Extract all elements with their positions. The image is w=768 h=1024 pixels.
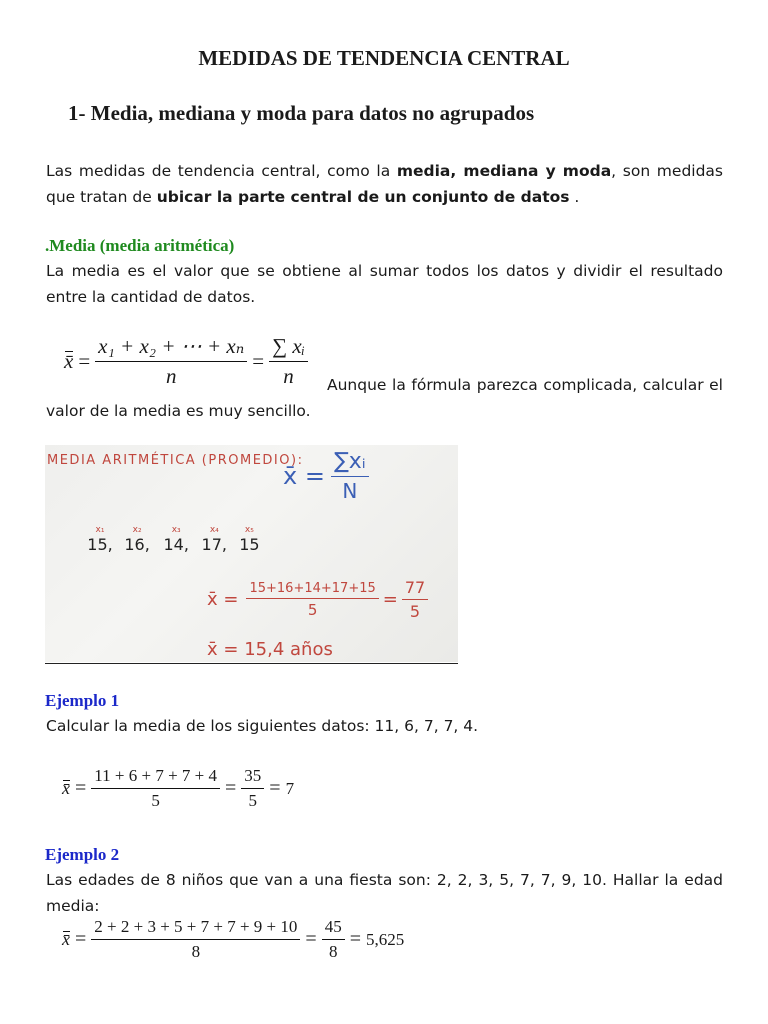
board-calc-denominator: 5: [307, 600, 318, 619]
board-label: x₁: [95, 525, 105, 535]
board-value: 15,: [87, 535, 113, 554]
example1-heading: Ejemplo 1: [45, 691, 120, 710]
board-heading: MEDIA ARITMÉTICA (PROMEDIO):: [47, 453, 304, 468]
example2-fraction-2: [322, 917, 345, 962]
x-bar-symbol: x̄: [64, 349, 74, 373]
formula-note: Aunque la fórmula parezca complicada, calcular el valor de la media es muy sencillo.: [46, 376, 723, 420]
fraction-denominator: 5: [151, 791, 160, 810]
example1-fraction-2: [241, 766, 264, 811]
fraction-denominator: n: [165, 364, 177, 388]
example1-formula: x̄ = $\frac{11 + 6 + 7 + 7 + 4}{5}$ = $\frac{35}{5}$ = 7: [62, 766, 295, 810]
intro-text-1: Las medidas de tendencia central, como la: [46, 162, 397, 180]
x-bar-symbol: x̄: [62, 929, 70, 949]
board-calc-numerator: 15+16+14+17+15: [246, 581, 378, 599]
image-divider: [45, 663, 458, 664]
intro-text-3: .: [569, 188, 580, 206]
intro-bold-1: media, mediana y moda: [396, 162, 612, 180]
document-title: MEDIDAS DE TENDENCIA CENTRAL: [198, 46, 570, 70]
intro-paragraph: [46, 158, 723, 210]
fraction-numerator: 35: [241, 766, 264, 789]
board-data-values: [85, 525, 305, 554]
fraction-numerator: 2 + 2 + 3 + 5 + 7 + 7 + 9 + 10: [91, 917, 300, 940]
board-calculation: [207, 578, 428, 621]
media-heading: .Media (media aritmética): [45, 236, 235, 255]
board-result-value: 15,4 años: [244, 639, 333, 660]
fraction-numerator: x₁ + x₂ + ⋯ + xₙ: [95, 334, 247, 362]
x-bar-symbol: x̄: [62, 778, 70, 798]
board-formula-fraction: [331, 449, 369, 503]
fraction-numerator: 45: [322, 917, 345, 940]
fraction-numerator: 11 + 6 + 7 + 7 + 4: [91, 766, 220, 789]
board-result-fraction: [402, 578, 428, 621]
example1-prompt: Calcular la media de los siguientes datos: 11, 6, 7, 7, 4.: [46, 717, 479, 735]
board-result-denominator: 5: [409, 602, 421, 621]
board-value: 17,: [201, 535, 227, 554]
board-label: x₃: [171, 525, 181, 535]
fraction-numerator: ∑ xᵢ: [269, 334, 308, 362]
board-label: x₂: [132, 525, 142, 535]
fraction-denominator: 8: [191, 942, 201, 961]
board-calc-fraction: [246, 581, 378, 619]
example2-prompt: Las edades de 8 niños que van a una fiesta son: 2, 2, 3, 5, 7, 7, 9, 10. Hallar la edad media:: [46, 871, 723, 915]
fraction-denominator: 5: [248, 791, 258, 810]
fraction-denominator: 8: [328, 942, 338, 961]
intro-bold-2: ubicar la parte central de un conjunto de datos: [156, 188, 570, 206]
board-calc-lhs: x̄ =: [207, 589, 239, 610]
example2-result: 5,625: [365, 929, 405, 949]
board-result-lhs: x̄ =: [207, 639, 239, 660]
media-definition: La media es el valor que se obtiene al sumar todos los datos y dividir el resultado entre la cantidad de datos.: [46, 262, 723, 306]
whiteboard-image: [45, 445, 458, 662]
board-label: x₅: [244, 525, 254, 535]
board-label: x₄: [209, 525, 219, 535]
board-x-bar: x̄ =: [283, 462, 325, 490]
example2-heading: Ejemplo 2: [45, 845, 120, 864]
board-formula-denominator: N: [342, 479, 358, 503]
example2-fraction: [91, 917, 300, 962]
board-value: 15: [239, 535, 260, 554]
board-result: [207, 639, 333, 660]
equals-sign: =: [252, 349, 265, 373]
fraction-denominator: n: [283, 364, 294, 388]
board-value: 16,: [124, 535, 150, 554]
board-value: 14,: [163, 535, 189, 554]
board-calc-equals: =: [382, 589, 398, 610]
board-result-numerator: 77: [402, 578, 428, 600]
board-formula-numerator: ∑xᵢ: [331, 449, 369, 477]
intro-text-2: , son medidas que tratan de: [46, 162, 724, 206]
example1-fraction: [91, 766, 220, 811]
example1-result: 7: [285, 778, 295, 798]
equals-sign: =: [78, 349, 91, 373]
example2-formula: x̄ = $\frac{2 + 2 + 3 + 5 + 7 + 7 + 9 + 10}{8}$ = $\frac{45}{8}$ = 5,625: [62, 917, 405, 961]
section-title: 1- Media, mediana y moda para datos no agrupados: [68, 101, 535, 125]
board-formula: [283, 449, 369, 503]
